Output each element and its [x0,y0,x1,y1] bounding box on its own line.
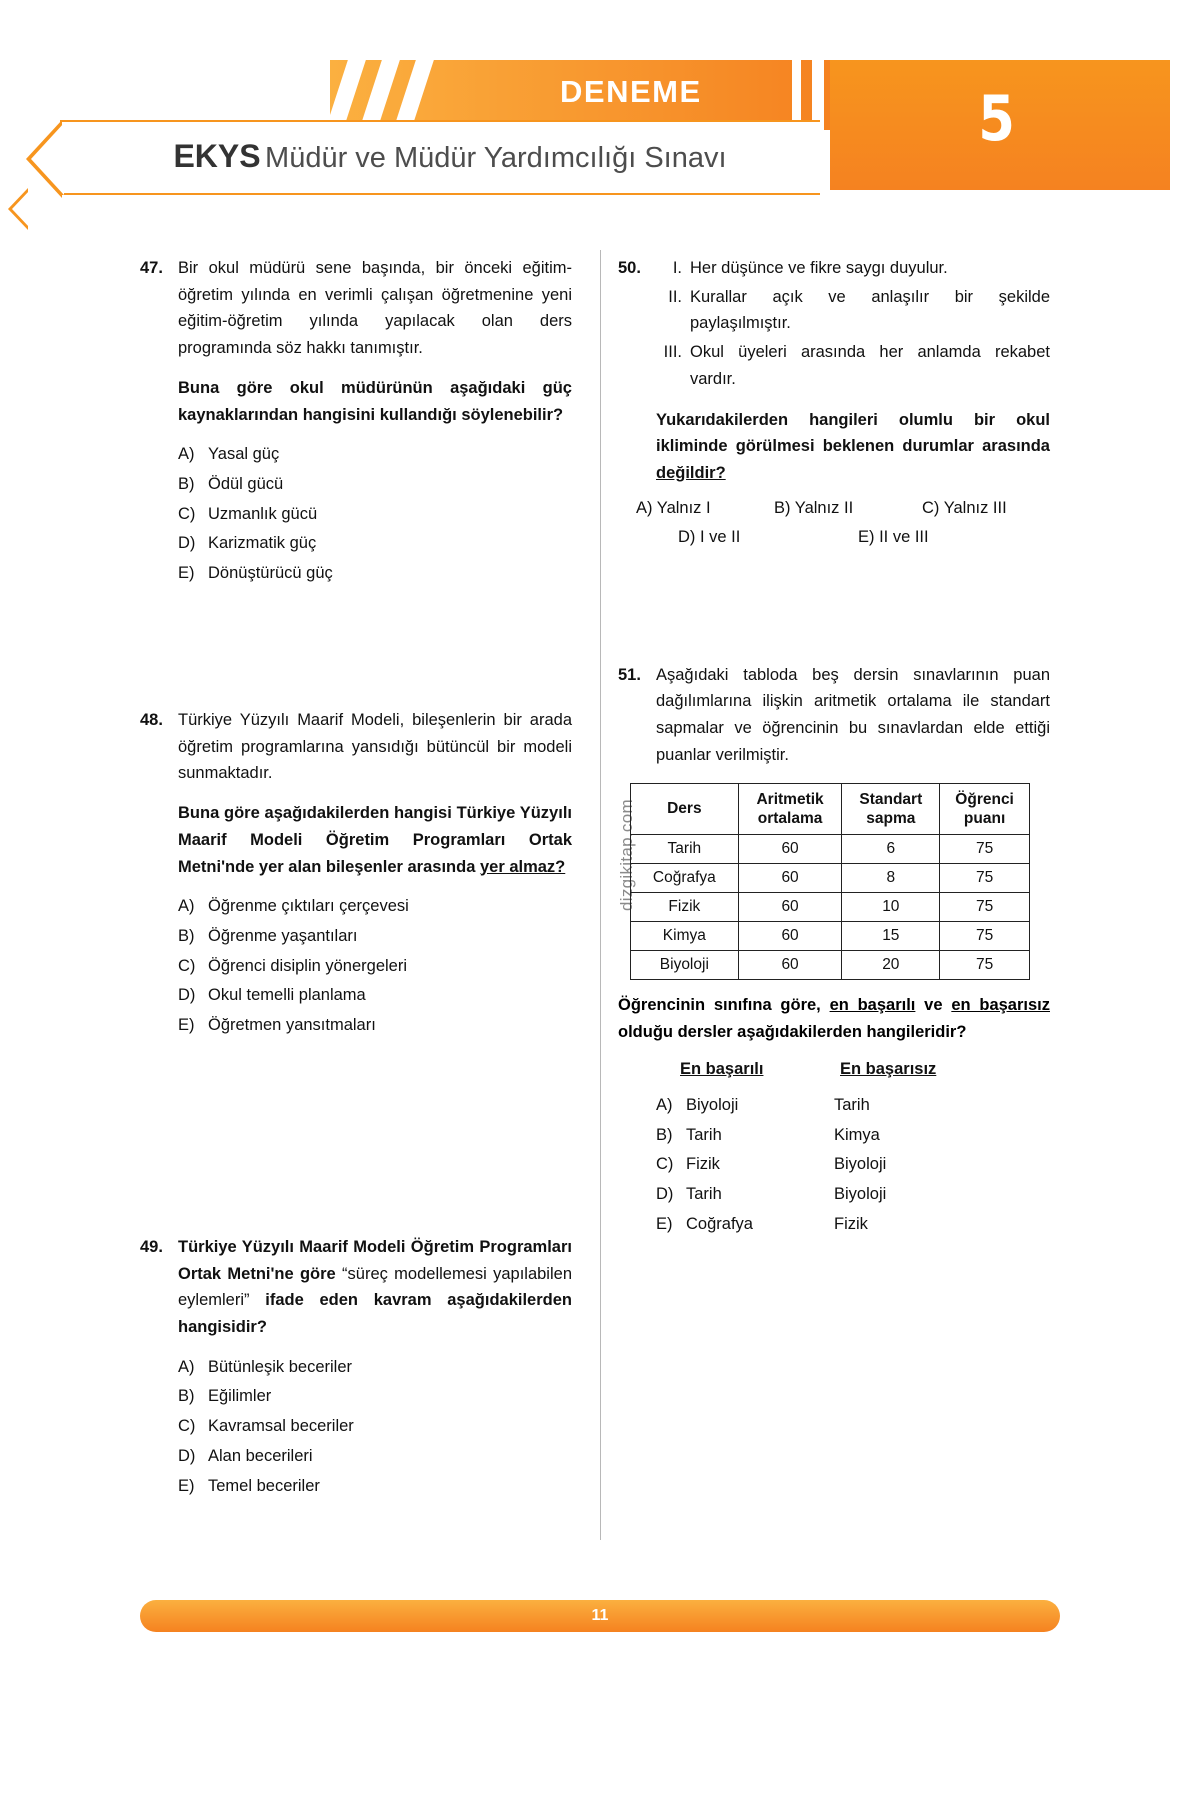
table-cell: Kimya [631,922,739,951]
option-c[interactable] [178,953,572,980]
table-cell: Coğrafya [631,864,739,893]
question-48 [140,707,572,1039]
option-letter: D) [178,1446,196,1465]
right-column [618,255,1050,1240]
left-column [140,255,572,1502]
table-cell: 75 [940,864,1030,893]
option-a[interactable] [178,893,572,920]
page-number: 11 [591,1607,609,1624]
option-text-unsuccessful: Fizik [834,1214,868,1233]
option-b[interactable]: B) Yalnız II [774,498,854,517]
table-cell: Fizik [631,893,739,922]
statistics-table [630,783,1030,981]
roman-item [656,284,1050,337]
question-50 [618,255,1050,547]
prompt-underlined: değildir? [656,464,726,483]
option-c[interactable]: C) Yalnız III [922,498,1007,517]
column-divider [600,250,601,1540]
option-text: Okul temelli planlama [208,986,366,1005]
option-d[interactable] [178,982,572,1009]
prompt-underlined: yer almaz? [479,857,566,876]
prompt-part: Buna göre aşağıdakilerden hangisi Türkiye Yüzyılı Maarif Modeli Öğretim Programları Ortak Metni'nde yer alan bileşenler arasında [178,804,572,876]
option-a[interactable] [178,441,572,468]
table-cell: 60 [738,864,842,893]
question-stem: Aşağıdaki tabloda beş dersin sınavlarının puan dağılımlarına ilişkin aritmetik ortalama ile standart sapmalar ve öğrencinin bu sınavlardan elde ettiği puanlar verilmiştir. [656,665,1050,764]
table-row [631,951,1030,980]
stem-bold-1: Türkiye Yüzyılı Maarif Modeli Öğretim Programları Ortak Metni'ne göre [178,1237,572,1283]
option-text-unsuccessful: Kimya [834,1125,880,1144]
question-47 [140,255,572,587]
answer-header-successful: En başarılı [680,1059,764,1078]
roman-numeral: II. [668,287,682,306]
roman-numeral: I. [672,259,682,277]
table-cell: Tarih [631,835,739,864]
roman-list [656,255,1050,393]
option-letter: A) [178,445,195,464]
exam-title-bold: EKYS [173,138,261,174]
roman-text: Her düşünce ve fikre saygı duyulur. [690,259,948,277]
prompt-part: Öğrencinin sınıfına göre, [618,996,830,1015]
option-text-unsuccessful: Biyoloji [834,1184,887,1203]
question-51 [618,662,1050,1238]
question-number: 48. [140,710,163,729]
table-cell: 8 [842,864,940,893]
option-letter: C) [656,1155,674,1174]
prompt-underlined-2: en başarısız [951,996,1050,1015]
table-cell: 60 [738,922,842,951]
option-text: Öğrenme yaşantıları [208,926,358,945]
option-text: Alan becerileri [208,1446,313,1465]
option-e[interactable] [178,1012,572,1039]
question-prompt [618,992,1050,1045]
option-b[interactable] [656,1122,1050,1149]
option-e[interactable] [178,560,572,587]
exam-title-rest: Müdür ve Müdür Yardımcılığı Sınavı [265,142,727,174]
table-cell: 75 [940,893,1030,922]
question-stem: Bir okul müdürü sene başında, bir önceki eğitim-öğretim yılında en verimli çalışan öğretmenine yeni eğitim-öğretim yılında yapılacak olan ders programında söz hakkı tanımıştır. [178,259,572,358]
page-footer [140,1600,1060,1632]
option-letter: E) [178,1476,195,1495]
table-cell: 6 [842,835,940,864]
option-a[interactable] [178,1354,572,1381]
option-letter: A) [656,1095,673,1114]
option-text-unsuccessful: Tarih [834,1095,870,1114]
prompt-part: olduğu dersler aşağıdakilerden hangileridir? [618,1023,967,1042]
option-letter: E) [178,564,195,583]
table-header-row [631,783,1030,835]
page-header [0,60,1200,195]
table-cell: 75 [940,835,1030,864]
answer-header-unsuccessful: En başarısız [840,1059,937,1078]
question-prompt [656,407,1050,487]
option-text: Karizmatik güç [208,534,317,553]
prompt-part: ve [915,996,952,1015]
option-text: Eğilimler [208,1387,272,1406]
table-cell: 75 [940,922,1030,951]
options-list [140,441,572,587]
option-c[interactable] [178,1413,572,1440]
table-cell: 60 [738,835,842,864]
roman-text: Okul üyeleri arasında her anlamda rekabet vardır. [690,343,1050,388]
table-cell: 20 [842,951,940,980]
option-text-successful: Tarih [686,1125,722,1144]
table-cell: 10 [842,893,940,922]
exam-label: DENEME [560,74,702,109]
table-row [631,835,1030,864]
table-header-cell: Ders [631,783,739,835]
roman-item [656,339,1050,392]
option-text: Bütünleşik beceriler [208,1357,352,1376]
option-e[interactable]: E) II ve III [858,527,929,546]
option-d[interactable]: D) I ve II [678,527,741,546]
option-c[interactable] [178,501,572,528]
option-text: Öğretmen yansıtmaları [208,1016,376,1035]
option-text: Dönüştürücü güç [208,564,333,583]
option-letter: C) [178,956,196,975]
option-text: Öğrenme çıktıları çerçevesi [208,897,409,916]
option-letter: E) [178,1016,195,1035]
stem-bold-2: ifade eden kavram aşağıdakilerden hangisidir? [178,1291,572,1336]
option-letter: C) [178,504,196,523]
option-letter: A) [178,897,195,916]
table-header-cell: Öğrenci puanı [940,783,1030,835]
option-d[interactable] [178,530,572,557]
option-letter: D) [656,1184,674,1203]
option-letter: B) [656,1125,673,1144]
table-row [631,893,1030,922]
question-number: 50. [618,259,641,277]
trial-number: 5 [978,82,1015,155]
option-text-successful: Tarih [686,1184,722,1203]
option-letter: E) [656,1214,673,1233]
table-cell: Biyoloji [631,951,739,980]
question-49 [140,1234,572,1499]
option-d[interactable] [656,1181,1050,1208]
option-a[interactable] [656,1092,1050,1119]
option-e[interactable] [656,1211,1050,1238]
options-list [618,1092,1050,1238]
prompt-underlined-1: en başarılı [829,996,916,1015]
table-header-cell: Aritmetik ortalama [738,783,842,835]
header-arrow-icon [8,188,28,230]
question-stem: Türkiye Yüzyılı Maarif Modeli, bileşenlerin bir arada öğretim programlarına yansıdığı bütüncül bir modeli sunmaktadır. [178,710,572,783]
option-b[interactable] [178,923,572,950]
question-prompt [178,800,572,880]
options-list [140,893,572,1039]
option-letter: D) [178,986,196,1005]
table-cell: 15 [842,922,940,951]
option-text: Uzmanlık gücü [208,504,318,523]
option-letter: C) [178,1417,196,1436]
table-header-cell: Standart sapma [842,783,940,835]
option-text-successful: Coğrafya [686,1214,753,1233]
roman-text: Kurallar açık ve anlaşılır bir şekilde paylaşılmıştır. [690,287,1050,333]
options-list [140,1354,572,1500]
option-a[interactable]: A) Yalnız I [636,498,711,517]
option-letter: B) [178,926,195,945]
option-e[interactable] [178,1473,572,1500]
table-cell: 60 [738,951,842,980]
question-number: 49. [140,1237,163,1256]
table-row [631,864,1030,893]
exam-title [100,138,800,175]
option-text-unsuccessful: Biyoloji [834,1155,887,1174]
roman-item [656,255,1050,282]
option-text-successful: Biyoloji [686,1095,739,1114]
options-list-inline [618,499,1050,547]
option-text: Öğrenci disiplin yönergeleri [208,956,408,975]
table-cell: 75 [940,951,1030,980]
option-letter: B) [178,475,195,494]
answer-column-headers [618,1060,1050,1079]
option-text: Temel beceriler [208,1476,320,1495]
stem-quoted: “süreç modellemesi yapılabilen eylemleri” [178,1264,572,1310]
option-text: Ödül gücü [208,475,284,494]
option-letter: D) [178,534,196,553]
option-b[interactable] [178,471,572,498]
option-b[interactable] [178,1383,572,1410]
table-cell: 60 [738,893,842,922]
option-c[interactable] [656,1151,1050,1178]
table-row [631,922,1030,951]
option-letter: B) [178,1387,195,1406]
roman-numeral: III. [663,343,682,362]
prompt-part: Yukarıdakilerden hangileri olumlu bir okul ikliminde görülmesi beklenen durumlar arasında [656,410,1050,456]
question-prompt: Buna göre okul müdürünün aşağıdaki güç kaynaklarından hangisini kullandığı söylenebilir? [178,378,572,424]
option-text: Kavramsal beceriler [208,1417,354,1436]
watermark-text: dizgikitap.com [617,799,636,911]
question-number: 51. [618,665,641,684]
option-letter: A) [178,1357,195,1376]
question-number: 47. [140,259,163,277]
option-text-successful: Fizik [686,1155,720,1174]
option-text: Yasal güç [208,445,280,464]
question-stem [178,1234,572,1341]
option-d[interactable] [178,1443,572,1470]
